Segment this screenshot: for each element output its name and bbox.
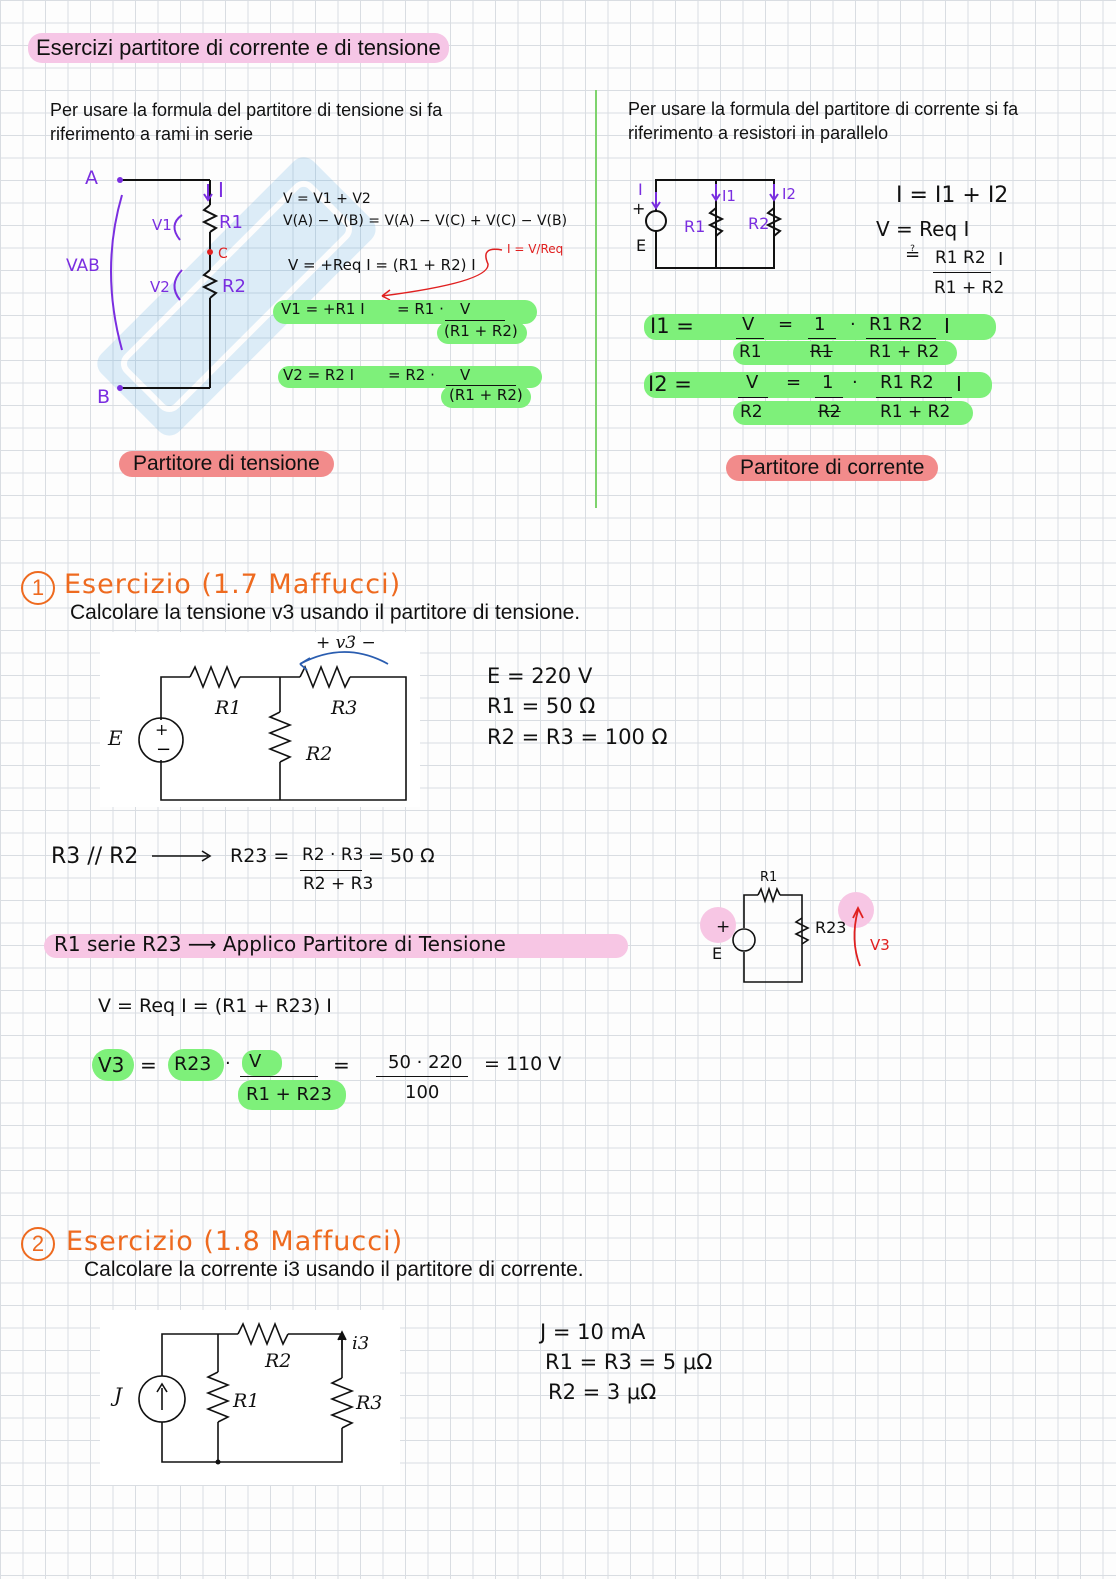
svg-text:+: + bbox=[155, 720, 169, 739]
ex1-frac-num: V bbox=[249, 1051, 262, 1072]
ex1-frac-bar bbox=[240, 1076, 318, 1077]
exercise1-r1-label: R1 bbox=[215, 697, 242, 719]
current-divider-intro: Per usare la formula del partitore di corrente si fa riferimento a resistori in parallelo bbox=[628, 99, 1019, 143]
node-a-label: A bbox=[85, 167, 98, 189]
cd-eq4-b-bar bbox=[808, 338, 836, 339]
vd-eq4-lhs: V1 = +R1 I bbox=[281, 300, 365, 318]
vd-eq5-mid: = R2 · bbox=[388, 366, 435, 384]
cd-eq5-dot: · bbox=[852, 372, 858, 393]
exercise1-prompt: Calcolare la tensione v3 usando il partitore di tensione. bbox=[70, 601, 581, 624]
cd-i1-label: I1 bbox=[722, 187, 736, 205]
ex1-step1-bar bbox=[300, 870, 362, 871]
exercise1-given-r2r3: R2 = R3 = 100 Ω bbox=[487, 725, 668, 749]
ex1-step1-lhs: R3 // R2 bbox=[51, 844, 139, 869]
exercise1-circuit bbox=[100, 632, 420, 807]
exercise1-title: Esercizio (1.7 Maffucci) bbox=[64, 569, 402, 600]
vab-label: VAB bbox=[66, 256, 100, 276]
exercise2-prompt: Calcolare la corrente i3 usando il partitore di corrente. bbox=[84, 1258, 584, 1281]
node-b-label: B bbox=[97, 386, 111, 408]
cd-eq4-a-num: V bbox=[742, 314, 755, 335]
ex1-small-e: E bbox=[712, 944, 723, 963]
cd-eq3-bar bbox=[933, 272, 991, 273]
exercise2-r3-label: R3 bbox=[356, 1392, 383, 1414]
ex1-num2: 50 · 220 bbox=[388, 1052, 463, 1073]
ex1-frac-den: R1 + R23 bbox=[246, 1084, 332, 1105]
cd-eq5-c-bar bbox=[876, 397, 952, 398]
cd-eq4-c-num: R1 R2 bbox=[869, 314, 923, 335]
vd-arrow bbox=[370, 246, 510, 302]
exercise1-r3-label: R3 bbox=[331, 697, 358, 719]
vd-eq4-num: V bbox=[460, 300, 471, 318]
cd-eq5-b-num: 1 bbox=[822, 372, 834, 393]
ex1-small-plus: + bbox=[716, 917, 731, 937]
exercise1-r2-label: R2 bbox=[306, 743, 333, 765]
cd-eq5-i: I bbox=[956, 372, 962, 396]
vd-eq5-lhs: V2 = R2 I bbox=[283, 366, 355, 384]
svg-text:−: − bbox=[156, 739, 172, 760]
current-i-label: I bbox=[218, 178, 224, 202]
cd-eq2: V = Req I bbox=[876, 217, 970, 241]
ex1-step1-mid: R23 = bbox=[230, 845, 290, 867]
exercise2-given-r1r3: R1 = R3 = 5 μΩ bbox=[545, 1350, 713, 1374]
section-divider bbox=[595, 90, 597, 508]
vd-eq4-den: (R1 + R2) bbox=[444, 322, 518, 340]
ex1-step1-arrow bbox=[150, 848, 214, 864]
cd-eq5-a-num: V bbox=[746, 372, 759, 393]
vd-eq2: V(A) − V(B) = V(A) − V(C) + V(C) − V(B) bbox=[283, 213, 568, 229]
cd-eq5-c-den: R1 + R2 bbox=[880, 402, 951, 422]
cd-eq4-lhs: I1 = bbox=[650, 314, 694, 338]
voltage-divider-label: Partitore di tensione bbox=[119, 451, 334, 477]
exercise1-e-label: E bbox=[108, 726, 123, 750]
exercise2-number: 2 bbox=[21, 1227, 55, 1261]
vd-eq4-fraction-bar bbox=[445, 320, 505, 321]
ex1-step2: R1 serie R23 ⟶ Applico Partitore di Tensione bbox=[54, 932, 506, 956]
v1-label: V1 bbox=[152, 216, 172, 234]
ex1-v3: V3 bbox=[98, 1053, 125, 1077]
exercise2-given-j: J = 10 mA bbox=[540, 1320, 646, 1344]
cd-plus-label: + bbox=[632, 199, 646, 218]
cd-i2-label: I2 bbox=[782, 185, 796, 203]
cd-eq5-a-den: R2 bbox=[740, 402, 763, 422]
cd-eq5-equals: = bbox=[786, 372, 802, 393]
cd-eq4-i: I bbox=[944, 314, 950, 338]
ex1-r23: R23 bbox=[174, 1053, 212, 1075]
v2-label: V2 bbox=[150, 278, 170, 296]
cd-eq5-b-bar bbox=[815, 397, 843, 398]
cd-eq4-b-num: 1 bbox=[814, 314, 826, 335]
ex1-step1-res: = 50 Ω bbox=[368, 845, 435, 867]
exercise2-given-r2: R2 = 3 μΩ bbox=[548, 1380, 657, 1404]
vd-eq3-note: I = V/Req bbox=[507, 242, 564, 256]
vd-eq3: V = +Req I = (R1 + R2) I bbox=[288, 256, 476, 274]
cd-source-label: E bbox=[636, 236, 647, 255]
cd-eq5-a-bar bbox=[738, 397, 768, 398]
cd-eq4-b-den: R1 bbox=[810, 342, 833, 362]
ex1-eq2: = bbox=[333, 1053, 350, 1077]
cd-eq5-c-num: R1 R2 bbox=[880, 372, 934, 393]
exercise2-r2-label: R2 bbox=[265, 1350, 292, 1372]
cd-eq3-num: R1 R2 bbox=[935, 248, 986, 268]
cd-eq5-b-den: R2 bbox=[818, 402, 841, 422]
ex1-result: = 110 V bbox=[484, 1053, 562, 1075]
vd-eq5-den: (R1 + R2) bbox=[449, 386, 523, 404]
cd-eq3-den: R1 + R2 bbox=[934, 278, 1005, 298]
cd-eq3-equals: ≟ bbox=[905, 244, 921, 265]
cd-eq4-equals: = bbox=[778, 314, 794, 335]
voltage-divider-intro: Per usare la formula del partitore di tensione si fa riferimento a rami in serie bbox=[50, 100, 443, 144]
exercise1-v3-label: + v3 − bbox=[316, 633, 376, 653]
ex1-frac2-bar bbox=[376, 1076, 468, 1077]
exercise2-j-label: J bbox=[114, 1383, 123, 1407]
current-divider-label: Partitore di corrente bbox=[726, 455, 938, 481]
ex1-frac-num-highlight bbox=[242, 1050, 282, 1076]
ex1-den2: 100 bbox=[405, 1082, 440, 1103]
vd-eq5-num: V bbox=[460, 366, 471, 384]
node-c-label: C bbox=[218, 246, 228, 262]
ex1-step3: V = Req I = (R1 + R23) I bbox=[98, 995, 332, 1017]
cd-eq4-a-den: R1 bbox=[739, 342, 762, 362]
ex1-dot: · bbox=[225, 1053, 231, 1074]
cd-eq4-dot: · bbox=[850, 314, 856, 335]
exercise2-r1-label: R1 bbox=[233, 1390, 260, 1412]
vd-eq4-mid: = R1 · bbox=[397, 300, 444, 318]
r2-label: R2 bbox=[222, 276, 246, 297]
exercise2-title: Esercizio (1.8 Maffucci) bbox=[66, 1226, 404, 1257]
exercise1-number: 1 bbox=[21, 571, 55, 605]
cd-r2-label: R2 bbox=[748, 214, 770, 233]
cd-r1-label: R1 bbox=[684, 217, 706, 236]
exercise1-given-r1: R1 = 50 Ω bbox=[487, 694, 596, 718]
ex1-step1-den: R2 + R3 bbox=[303, 874, 374, 894]
ex1-small-v3: V3 bbox=[870, 936, 890, 954]
cd-eq3-i: I bbox=[998, 249, 1004, 270]
cd-eq4-c-bar bbox=[866, 338, 936, 339]
r1-label: R1 bbox=[219, 212, 243, 233]
cd-eq4-a-bar bbox=[736, 338, 764, 339]
vd-eq1: V = V1 + V2 bbox=[283, 191, 371, 207]
cd-i-label: I bbox=[638, 180, 643, 199]
page-title: Esercizi partitore di corrente e di tensione bbox=[28, 33, 449, 63]
ex1-small-r1: R1 bbox=[760, 870, 778, 885]
ex1-eq1: = bbox=[140, 1053, 157, 1077]
exercise2-i3-label: i3 bbox=[352, 1333, 370, 1354]
cd-eq5-lhs: I2 = bbox=[648, 372, 692, 396]
ex1-step1-num: R2 · R3 bbox=[302, 845, 364, 865]
cd-eq1: I = I1 + I2 bbox=[896, 183, 1009, 208]
exercise1-given-e: E = 220 V bbox=[487, 664, 593, 688]
ex1-small-r23: R23 bbox=[815, 918, 847, 937]
cd-eq4-c-den: R1 + R2 bbox=[869, 342, 940, 362]
cd-eq5-highlight bbox=[644, 372, 992, 398]
